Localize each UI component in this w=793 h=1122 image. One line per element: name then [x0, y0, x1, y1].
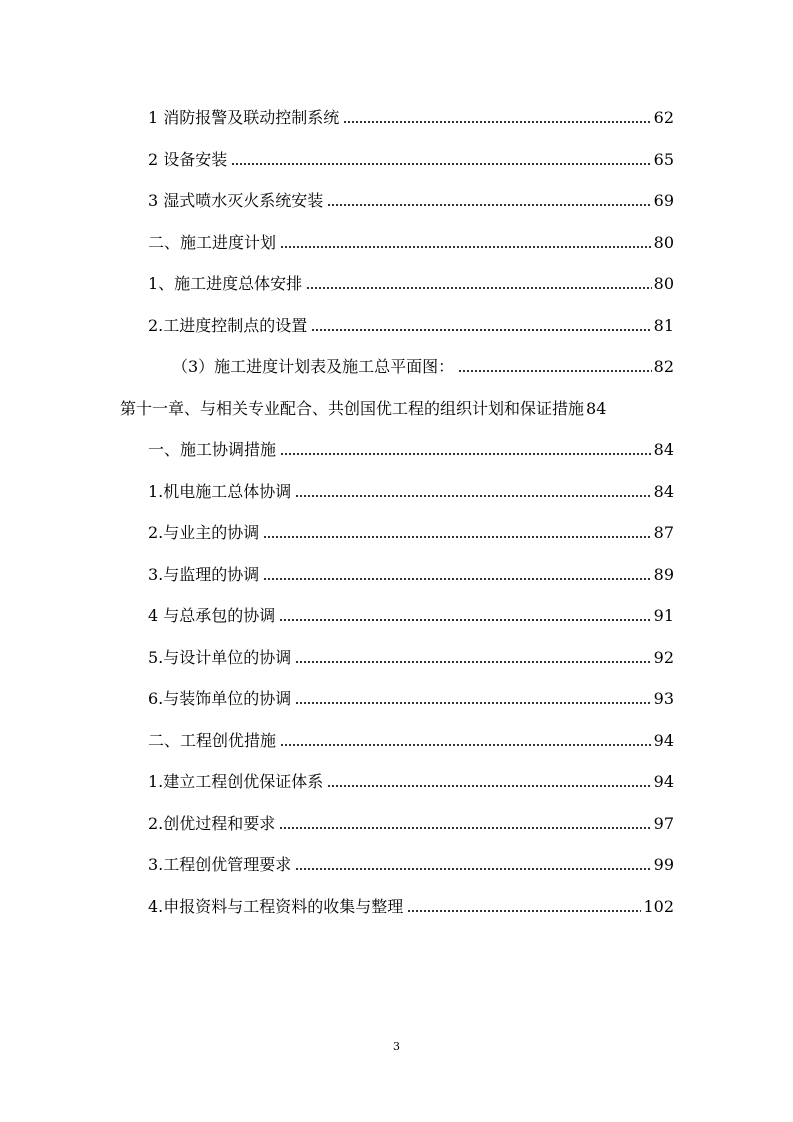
toc-entry[interactable]	[148, 474, 674, 502]
page-number: 3	[393, 1040, 400, 1053]
toc-entry-page: 81	[653, 316, 674, 335]
toc-entry-title: 一、施工协调措施	[148, 440, 277, 459]
toc-entry[interactable]	[172, 349, 674, 377]
toc-entry-title: 4.申报资料与工程资料的收集与整理	[148, 897, 404, 916]
toc-entry-title: 1、施工进度总体安排	[148, 274, 303, 293]
toc-entry-title: 1.机电施工总体协调	[148, 482, 292, 501]
toc-entry-page: 65	[653, 150, 674, 169]
toc-entry-title: 2.与业主的协调	[148, 523, 260, 542]
toc-entry-page: 84	[653, 482, 674, 501]
toc-entry-title: 2.工进度控制点的设置	[148, 316, 308, 335]
toc-leader-dots	[327, 203, 651, 207]
toc-entry[interactable]	[148, 225, 674, 253]
toc-entry-page: 102	[643, 897, 674, 916]
toc-leader-dots	[263, 535, 651, 539]
toc-entry-page: 62	[653, 108, 674, 127]
toc-entry[interactable]	[148, 142, 674, 170]
toc-leader-dots	[407, 909, 641, 913]
toc-entry-page: 82	[653, 357, 674, 376]
toc-entry[interactable]	[148, 598, 674, 626]
toc-entry-page: 93	[653, 689, 674, 708]
toc-entry[interactable]	[148, 183, 674, 211]
toc-entry[interactable]	[148, 889, 674, 917]
toc-entry-title: 3.工程创优管理要求	[148, 855, 292, 874]
toc-leader-dots	[231, 162, 651, 166]
toc-leader-dots	[295, 494, 651, 498]
toc-entry[interactable]	[148, 557, 674, 585]
toc-leader-dots	[311, 328, 651, 332]
toc-entry[interactable]	[148, 681, 674, 709]
toc-entry[interactable]	[148, 847, 674, 875]
toc-entry[interactable]	[148, 640, 674, 668]
toc-leader-dots	[306, 286, 651, 290]
toc-entry-page: 94	[653, 772, 674, 791]
toc-entry-title: 1 消防报警及联动控制系统	[148, 108, 340, 127]
toc-entry-page: 91	[653, 606, 674, 625]
toc-leader-dots	[343, 120, 651, 124]
toc-entry-title: 3.与监理的协调	[148, 565, 260, 584]
toc-entry[interactable]	[148, 266, 674, 294]
toc-leader-dots	[280, 743, 652, 747]
toc-entry[interactable]	[148, 308, 674, 336]
toc-entry-title: 第十一章、与相关专业配合、共创国优工程的组织计划和保证措施	[120, 399, 585, 418]
toc-chapter-entry[interactable]	[120, 391, 680, 419]
toc-entry-title: 5.与设计单位的协调	[148, 648, 292, 667]
toc-leader-dots	[263, 577, 651, 581]
toc-entry-title: 2.创优过程和要求	[148, 814, 276, 833]
toc-leader-dots	[295, 701, 651, 705]
toc-entry-page: 97	[653, 814, 674, 833]
toc-leader-dots	[327, 784, 651, 788]
toc-entry-title: 6.与装饰单位的协调	[148, 689, 292, 708]
toc-leader-dots	[458, 369, 651, 373]
toc-entry-page: 80	[653, 274, 674, 293]
toc-leader-dots	[295, 867, 651, 871]
toc-entry-title: 2 设备安装	[148, 150, 228, 169]
toc-entry-page: 80	[653, 233, 674, 252]
toc-entry[interactable]	[148, 764, 674, 792]
toc-entry[interactable]	[148, 100, 674, 128]
toc-entry-page: 92	[653, 648, 674, 667]
toc-entry[interactable]	[148, 806, 674, 834]
toc-leader-dots	[280, 245, 652, 249]
toc-leader-dots	[279, 618, 651, 622]
toc-leader-dots	[280, 452, 652, 456]
toc-entry-page: 84	[653, 440, 674, 459]
toc-entry-page: 87	[653, 523, 674, 542]
toc-entry-title: 二、施工进度计划	[148, 233, 277, 252]
toc-entry-title: 3 湿式喷水灭火系统安装	[148, 191, 324, 210]
toc-leader-dots	[279, 826, 651, 830]
toc-entry-page: 89	[653, 565, 674, 584]
toc-entry-title: （3）施工进度计划表及施工总平面图：	[172, 357, 455, 376]
toc-entry-page: 84	[586, 399, 607, 418]
toc-entry-page: 94	[653, 731, 674, 750]
toc-entry-title: 1.建立工程创优保证体系	[148, 772, 324, 791]
toc-entry[interactable]	[148, 723, 674, 751]
toc-entry-page: 99	[653, 855, 674, 874]
toc-entry[interactable]	[148, 515, 674, 543]
toc-entry-page: 69	[653, 191, 674, 210]
toc-entry-title: 二、工程创优措施	[148, 731, 277, 750]
toc-entry-title: 4 与总承包的协调	[148, 606, 276, 625]
toc-entry[interactable]	[148, 432, 674, 460]
toc-leader-dots	[295, 660, 651, 664]
